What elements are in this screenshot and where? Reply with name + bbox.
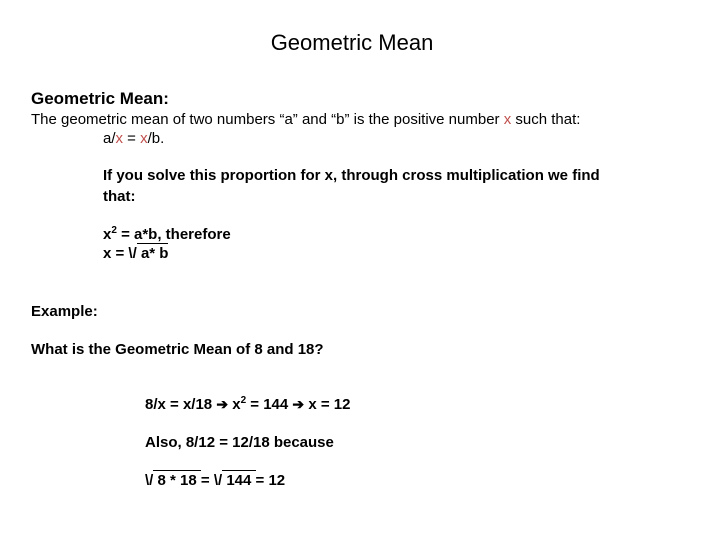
- proportion-formula: [103, 130, 164, 147]
- proportion-b: /b.: [147, 130, 165, 147]
- work-part2-rest: = 144: [246, 396, 293, 413]
- square-base: x: [103, 226, 112, 243]
- root-lhs: x = \/: [103, 245, 137, 262]
- root-radicand: a* b: [136, 245, 169, 262]
- definition-text: [31, 111, 580, 128]
- proportion-x1: x: [115, 130, 124, 147]
- definition-pre: The geometric mean of two numbers “a” and “b” is the positive number: [31, 111, 504, 128]
- definition-variable: x: [503, 111, 512, 128]
- proportion-equals: =: [123, 130, 141, 147]
- work-square-base: x: [228, 396, 241, 413]
- check-radicand-2: 144: [222, 472, 256, 489]
- solve-line-2: that:: [103, 188, 136, 205]
- check-result: = 12: [255, 472, 286, 489]
- right-arrow-icon: ➔: [216, 396, 229, 412]
- example-question: What is the Geometric Mean of 8 and 18?: [31, 341, 324, 358]
- solve-line-1: If you solve this proportion for x, through cross multiplication we find: [103, 167, 600, 184]
- check-radicand-1: 8 * 18: [153, 472, 201, 489]
- definition-post: such that:: [511, 111, 581, 128]
- check-root-2: = \/: [200, 472, 223, 489]
- square-equation: [103, 225, 231, 243]
- work-part1: 8/x = x/18: [145, 396, 217, 413]
- worked-solution: [145, 395, 350, 413]
- square-rest: = a*b, therefore: [116, 226, 231, 243]
- work-part3: x = 12: [304, 396, 351, 413]
- right-arrow-icon: ➔: [292, 396, 305, 412]
- section-heading: Geometric Mean:: [31, 89, 169, 108]
- root-equation: [103, 245, 168, 262]
- check-equation: [145, 472, 285, 489]
- proportion-a: a/: [103, 130, 116, 147]
- proportion-x2: x: [140, 130, 148, 147]
- slide-title: Geometric Mean: [270, 30, 434, 55]
- check-root-1: \/: [145, 472, 154, 489]
- also-statement: Also, 8/12 = 12/18 because: [145, 434, 334, 451]
- work-square-exponent: 2: [240, 395, 247, 406]
- example-label: Example:: [31, 303, 98, 320]
- square-exponent: 2: [111, 225, 117, 236]
